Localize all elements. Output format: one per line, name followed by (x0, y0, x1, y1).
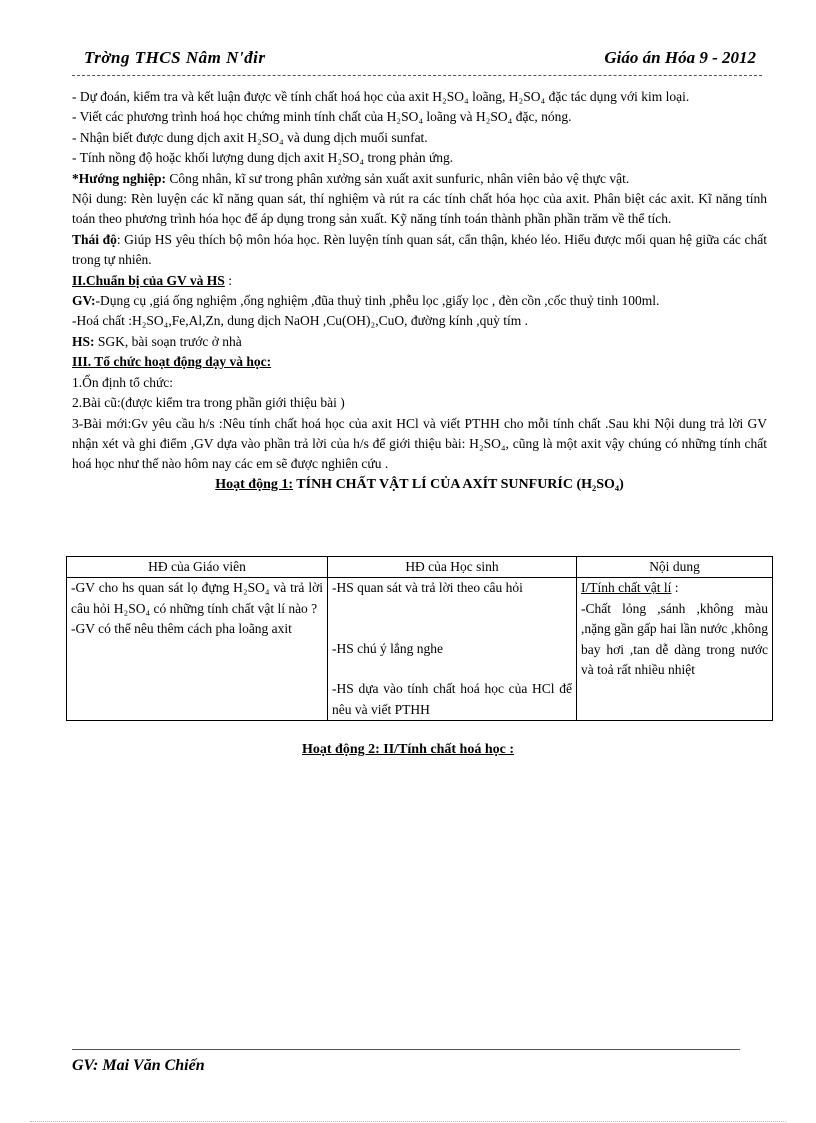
gv-text: -Dụng cụ ,giá ống nghiệm ,ống nghiệm ,đũa thuỷ tinh ,phễu lọc ,giấy lọc , đèn cồn ,cốc thuỷ tinh 100ml. (95, 293, 660, 309)
org-item-1: 1.Ổn định tổ chức: (72, 374, 174, 390)
activity2-text: Hoạt động 2: II/Tính chất hoá học : (302, 742, 514, 757)
org-heading: III. Tổ chức hoạt động dạy và học: (72, 354, 272, 370)
hs-paragraph (72, 332, 767, 352)
objective-3: - Nhận biết được dung dịch axit H₂SO₄ và dung dịch muối sunfat. (72, 129, 428, 145)
student-activity-2: -HS chú ý lắng nghe (332, 640, 443, 656)
page-bottom-border (30, 1121, 786, 1122)
content-heading (581, 578, 768, 598)
career-paragraph (72, 169, 767, 189)
student-activity-1: -HS quan sát và trả lời theo câu hỏi (332, 580, 523, 596)
gv-label: GV: (72, 293, 96, 309)
header-school: Trờng THCS Nâm N'đir (84, 48, 266, 67)
objective-4: - Tính nồng độ hoặc khối lượng dung dịch axit H₂SO₄ trong phản ứng. (72, 150, 454, 166)
content-text: -Chất lỏng ,sánh ,không màu ,nặng gần gấp hai lần nước ,không bay hơi ,tan dễ dàng trong nước và toả rất nhiều nhiệt (581, 600, 768, 678)
teacher-cell (67, 578, 328, 721)
hs-text: SGK, bài soạn trước ở nhà (94, 333, 242, 349)
chemicals-paragraph: -Hoá chất :H₂SO₄,Fe,Al,Zn, dung dịch NaOH ,Cu(OH)₂,CuO, đường kính ,quỳ tím . (72, 313, 529, 329)
hs-label: HS: (72, 333, 95, 349)
content-cell (577, 578, 773, 721)
table-header-row (67, 557, 773, 578)
teacher-activity-2: -GV có thể nêu thêm cách pha loãng axit (71, 621, 292, 637)
prep-heading (72, 271, 767, 291)
activity1-table (66, 556, 773, 721)
activity2-title (0, 742, 816, 758)
teacher-activity-1: -GV cho hs quan sát lọ đựng H₂SO₄ và trả lời câu hỏi H₂SO₄ có những tính chất vật lí nào ? (71, 580, 323, 616)
org-item-3: 3-Bài mới:Gv yêu cầu h/s :Nêu tính chất hoá học của axit HCl và viết PTHH cho mỗi tính chất .Sau khi Nội dung trả lời GV nhận xét và ghi điểm ,GV dựa vào phần trả lời của h/s để giới thiệu bài: H₂SO₄, cũng là một axit vậy chúng có những tính chất hoá học như thế nào hôm nay các em sẽ được nghiên cứu . (72, 415, 767, 472)
career-text: Công nhân, kĩ sư trong phân xưởng sản xuất axit sunfuric, nhân viên bảo vệ thực vật. (165, 170, 630, 186)
activity1-title-text: TÍNH CHẤT VẬT LÍ CỦA AXÍT SUNFURÍC (H₂SO₄) (293, 476, 624, 492)
activity1-title (72, 475, 767, 495)
content-heading-text: I/Tính chất vật lí (581, 580, 672, 596)
attitude-label: Thái độ (72, 231, 117, 247)
header-subject: Giáo án Hóa 9 - 2012 (604, 48, 756, 67)
prep-heading-text: II.Chuẩn bị của GV và HS (72, 272, 225, 288)
objective-1: - Dự đoán, kiểm tra và kết luận được về tính chất hoá học của axit H₂SO₄ loãng, H₂SO₄ đặc tác dụng với kim loại. (72, 89, 690, 104)
attitude-text: : Giúp HS yêu thích bộ môn hóa học. Rèn luyện tính quan sát, cẩn thận, khéo léo. Hiểu được mối quan hệ giữa các chất trong tự nhiên. (72, 231, 767, 268)
gv-paragraph (72, 291, 767, 311)
attitude-paragraph (72, 230, 767, 271)
student-cell (328, 578, 577, 721)
table-header-student: HĐ của Học sinh (328, 557, 577, 578)
header-rule (72, 75, 762, 76)
prep-heading-suffix: : (224, 272, 232, 288)
footer-rule (72, 1049, 740, 1050)
footer-teacher: GV: Mai Văn Chiến (72, 1057, 205, 1074)
table-header-content: Nội dung (577, 557, 773, 578)
table-row (67, 578, 773, 721)
table-header-teacher: HĐ của Giáo viên (67, 557, 328, 578)
org-item-2: 2.Bài cũ:(được kiểm tra trong phần giới thiệu bài ) (72, 395, 345, 411)
content-paragraph: Nội dung: Rèn luyện các kĩ năng quan sát, thí nghiệm và rút ra các tính chất hóa học của axit. Phân biệt các axit. Kĩ năng tính toán theo phương trình hóa học để áp dụng trong sản xuất. Kỹ năng tính toán thành phần phần trăm về thể tích. (72, 191, 767, 227)
objective-2: - Viết các phương trình hoá học chứng minh tính chất của H₂SO₄ loãng và H₂SO₄ đặc, nóng. (72, 109, 572, 125)
career-label: *Hướng nghiệp: (72, 170, 166, 186)
activity1-label: Hoạt động 1: (215, 476, 294, 492)
student-activity-3: -HS dựa vào tính chất hoá học của HCl để nêu và viết PTHH (332, 681, 572, 717)
lesson-body (72, 87, 767, 495)
content-heading-suffix: : (671, 580, 679, 596)
